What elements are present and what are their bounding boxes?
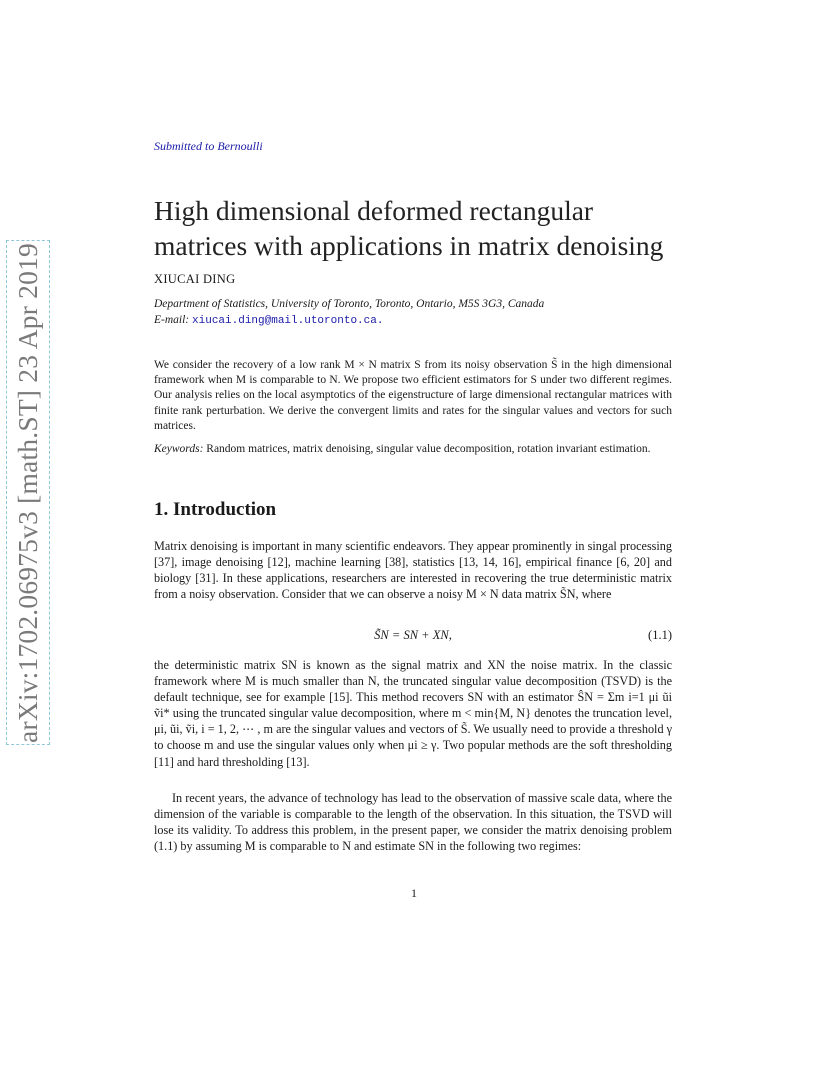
paragraph-1-text: Matrix denoising is important in many scientific endeavors. They appear prominently in singal processing [37], image denoising [12], machine learning [38], statistics [13, 14, 16], empirical finance [6, 20] and biology [31]. In these applications, researchers are interested in recovering the true deterministic matrix from a noisy observation. Consider that we can observe a noisy M × N data matrix S̃N, where — [154, 539, 672, 602]
paper-title — [154, 193, 714, 263]
title-line-2: matrices with applications in matrix denoising — [154, 230, 664, 261]
equation-number: (1.1) — [648, 628, 672, 642]
intro-paragraph-1 — [154, 538, 672, 602]
arxiv-id[interactable]: arXiv:1702.06975v3 [math.ST] 23 Apr 2019 — [12, 242, 43, 743]
title-line-1: High dimensional deformed rectangular — [154, 195, 594, 226]
affiliation: Department of Statistics, University of Toronto, Toronto, Ontario, M5S 3G3, Canada — [154, 298, 545, 310]
keywords: Random matrices, matrix denoising, singular value decomposition, rotation invariant estimation. — [206, 443, 651, 455]
abstract: We consider the recovery of a low rank M × N matrix S from its noisy observation S̃ in the high dimensional framework when M is comparable to N. We propose two efficient estimators for S under two different regimes. Our analysis relies on the local asymptotics of the eigenstructure of large dimensional rectangular matrices with finite rank perturbation. We derive the convergent limits and rates for the singular values and vectors for such matrices. — [154, 359, 672, 432]
arxiv-stamp[interactable] — [6, 240, 50, 745]
email-label: E-mail: — [154, 314, 190, 326]
email-link[interactable]: xiucai.ding@mail.utoronto.ca. — [192, 315, 384, 327]
equation-body: S̃N = SN + XN, — [374, 628, 452, 642]
journal-link[interactable]: Submitted to Bernoulli — [154, 139, 263, 153]
paragraph-3-text: In recent years, the advance of technology has lead to the observation of massive scale data, where the dimension of the variable is comparable to the length of the observation. In this situation, the TSVD will lose its validity. To address this problem, in the present paper, we consider the matrix denoising problem (1.1) by assuming M is comparable to N and estimate SN in the following two regimes: — [154, 791, 672, 854]
paragraph-2-text: the deterministic matrix SN is known as the signal matrix and XN the noise matrix. In the classic framework where M is much smaller than N, the truncated singular value decomposition (TSVD) is the default technique, see for example [15]. This method recovers SN with an estimator ŜN = Σm i=1 μi ũi ṽi* using the truncated singular value decomposition, where m < min{M, N} denotes the truncation level, μi, ũi, ṽi, i = 1, 2, ⋯ , m are the singular values and vectors of S̃. We usually need to provide a threshold γ to choose m and use the singular values only when μi ≥ γ. Two popular methods are the soft thresholding [11] and hard thresholding [13]. — [154, 658, 672, 769]
keywords-block — [154, 442, 672, 457]
intro-paragraph-3 — [154, 790, 672, 854]
affiliation-block — [154, 296, 544, 329]
author-name: XIUCAI DING — [154, 272, 236, 286]
email-line — [154, 312, 544, 329]
section-heading: 1. Introduction — [154, 499, 277, 520]
intro-paragraph-2 — [154, 657, 672, 770]
page-number: 1 — [411, 886, 417, 900]
equation-1-1 — [154, 628, 672, 648]
keywords-label: Keywords: — [154, 443, 204, 455]
